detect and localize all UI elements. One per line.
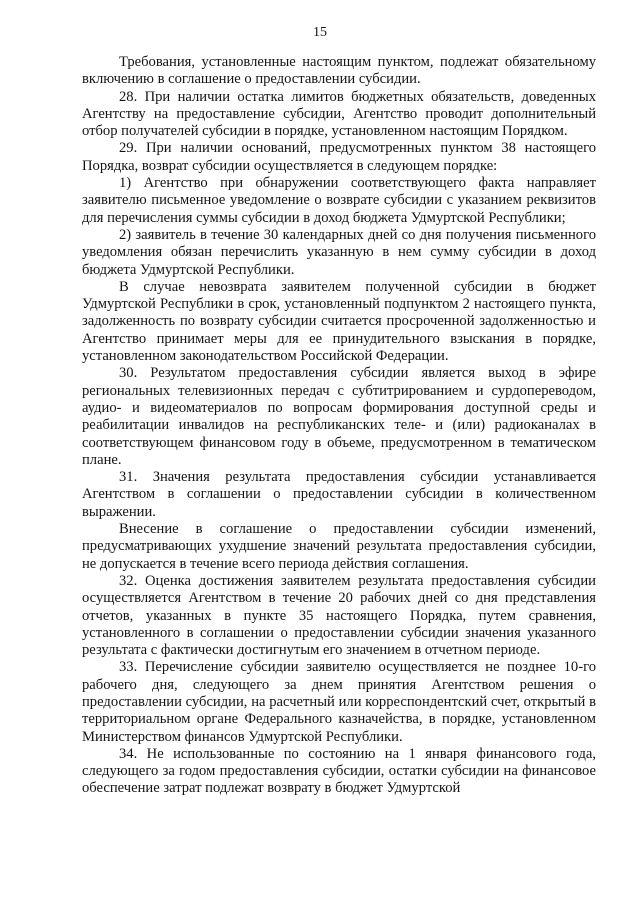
paragraph-amendments: Внесение в соглашение о предоставлении субсидии изменений, предусматривающих ухудшение значений результата предоставления субсидии, не допускается в течение всего периода действия соглашения. [82,521,596,572]
document-body [82,54,596,798]
page-number: 15 [313,25,327,40]
paragraph-item-32: 32. Оценка достижения заявителем результата предоставления субсидии осуществляется Агентством в течение 20 рабочих дней со дня представления отчетов, указанных в пункте 35 настоящего Порядка, путем сравнения, установленного в соглашении о предоставлении субсидии значения указанного результата с фактически достигнутым его значением в отчетном периоде. [82,572,596,659]
paragraph-requirements-note: Требования, установленные настоящим пунктом, подлежат обязательному включению в соглашение о предоставлении субсидии. [82,54,596,88]
paragraph-item-31: 31. Значения результата предоставления субсидии устанавливается Агентством в соглашении о предоставлении субсидии в количественном выражении. [82,469,596,520]
paragraph-non-return: В случае невозврата заявителем полученной субсидии в бюджет Удмуртской Республики в срок, установленный подпунктом 2 настоящего пункта, задолженность по возврату субсидии считается просроченной задолженностью и Агентство принимает меры для ее принудительного взыскания в порядке, установленном законодательством Российской Федерации. [82,278,596,365]
paragraph-item-29: 29. При наличии оснований, предусмотренных пунктом 38 настоящего Порядка, возврат субсидии осуществляется в следующем порядке: [82,140,596,174]
paragraph-item-28: 28. При наличии остатка лимитов бюджетных обязательств, доведенных Агентству на предоставление субсидии, Агентство проводит дополнительный отбор получателей субсидии в порядке, установленном настоящим Порядком. [82,88,596,140]
paragraph-item-33: 33. Перечисление субсидии заявителю осуществляется не позднее 10-го рабочего дня, следующего за днем принятия Агентством решения о предоставлении субсидии, на расчетный или корреспондентский счет, открытый в территориальном органе Федерального казначейства, в порядке, установленном Министерством финансов Удмуртской Республики. [82,659,596,745]
paragraph-subitem-1: 1) Агентство при обнаружении соответствующего факта направляет заявителю письменное уведомление о возврате субсидии с указанием реквизитов для перечисления суммы субсидии в доход бюджета Удмуртской Республики; [82,175,596,226]
paragraph-subitem-2: 2) заявитель в течение 30 календарных дней со дня получения письменного уведомления обязан перечислить указанную в нем сумму субсидии в доход бюджета Удмуртской Республики. [82,226,596,278]
paragraph-item-30: 30. Результатом предоставления субсидии является выход в эфире региональных телевизионных передач с субтитрированием и сурдопереводом, аудио- и видеоматериалов по вопросам формирования доступной среды и реабилитации инвалидов на республиканских теле- и (или) радиоканалах в соответствующем финансовом году в объеме, предусмотренном в тематическом плане. [82,365,596,468]
paragraph-item-34: 34. Не использованные по состоянию на 1 января финансового года, следующего за годом предоставления субсидии, остатки субсидии на финансовое обеспечение затрат подлежат возврату в бюджет Удмуртской [82,745,596,797]
